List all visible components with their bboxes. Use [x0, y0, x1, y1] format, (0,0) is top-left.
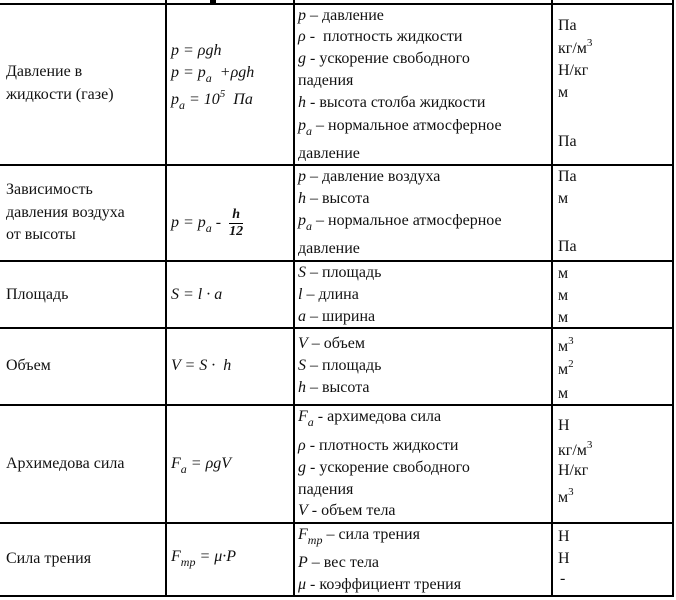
variable-line: [298, 50, 470, 68]
text-fragment: F: [171, 455, 181, 472]
text-fragment: p: [298, 212, 306, 229]
formula-eq: =: [179, 64, 198, 81]
text-fragment: Н: [558, 528, 570, 545]
text-fragment: Па: [558, 133, 577, 150]
variable-line: [298, 94, 485, 112]
superscript: 3: [568, 486, 574, 498]
subscript: a: [306, 124, 312, 138]
unit: [558, 550, 570, 568]
fraction: [229, 207, 243, 240]
text-fragment: p: [298, 117, 306, 134]
unit: [558, 439, 593, 460]
text-fragment: S: [298, 264, 306, 281]
quantity-name: Сила трения: [6, 550, 92, 567]
formula-eq: =: [185, 91, 204, 108]
text-fragment: – нормальное атмосферное: [312, 117, 502, 134]
variable-line: [298, 168, 440, 186]
text-fragment: l: [298, 286, 303, 303]
subscript: mp: [307, 533, 323, 547]
quantity-name: жидкости (газе): [6, 86, 114, 103]
text-fragment: м: [558, 489, 569, 506]
subscript: mp: [180, 555, 196, 569]
text-fragment: м: [558, 84, 569, 101]
variable-line: [298, 240, 360, 258]
unit: [558, 462, 588, 480]
text-fragment: h: [229, 207, 243, 224]
cut-off-fragment: [210, 0, 216, 3]
quantity-name: Давление в: [6, 63, 83, 80]
text-fragment: -: [211, 214, 226, 231]
text-fragment: - коэффициент трения: [306, 576, 462, 593]
unit: [558, 309, 568, 327]
variable-line: [298, 212, 502, 233]
text-fragment: Па: [558, 238, 577, 255]
text-fragment: F: [298, 408, 308, 425]
subscript: a: [205, 71, 212, 85]
text-fragment: – вес тела: [307, 554, 380, 571]
unit: [558, 385, 568, 403]
text-fragment: м: [558, 361, 569, 378]
text-fragment: a: [298, 308, 306, 325]
text-fragment: p: [298, 7, 306, 24]
variable-line: [298, 502, 396, 520]
text-fragment: h: [298, 94, 306, 111]
text-fragment: давление: [298, 145, 360, 162]
column-divider: [293, 0, 295, 597]
formula-lhs: p: [171, 42, 179, 59]
formula-rhs-tail: +ρgh: [211, 64, 255, 81]
text-fragment: падения: [298, 481, 354, 498]
text-fragment: p: [171, 214, 179, 231]
row-divider: [0, 164, 674, 166]
quantity-name: Архимедова сила: [6, 455, 125, 472]
quantity-name: Объем: [6, 357, 51, 374]
text-fragment: Н: [558, 417, 570, 434]
text-fragment: м: [558, 190, 569, 207]
text-fragment: g: [298, 459, 306, 476]
unit: [558, 17, 577, 35]
text-fragment: – нормальное атмосферное: [312, 212, 502, 229]
text-fragment: - архимедова сила: [313, 408, 442, 425]
text-fragment: - высота столба жидкости: [306, 94, 486, 111]
variable-line: [298, 190, 369, 208]
text-fragment: ρgV: [205, 455, 232, 472]
unit: [558, 190, 568, 208]
text-fragment: – высота: [306, 379, 370, 396]
column-divider: [551, 0, 553, 597]
unit: [558, 37, 593, 58]
variable-line: [298, 459, 470, 477]
text-fragment: =: [179, 214, 198, 231]
text-fragment: - объем тела: [307, 502, 396, 519]
formula-rhs: ρgh: [197, 42, 222, 59]
variable-line: [298, 379, 369, 397]
table-bottom-border: [0, 595, 674, 597]
formula: [171, 64, 255, 85]
quantity-name: Площадь: [6, 286, 69, 303]
row-divider: [0, 522, 674, 524]
text-fragment: Па: [558, 17, 577, 34]
text-fragment: кг/м: [558, 40, 587, 57]
superscript: 5: [219, 88, 226, 100]
formula: [171, 455, 232, 476]
text-fragment: – длина: [302, 286, 359, 303]
text-fragment: ρ: [298, 28, 306, 45]
unit: [558, 84, 568, 102]
unit: [558, 486, 574, 507]
row-divider: [0, 404, 674, 406]
variable-line: [298, 145, 360, 163]
variable-line: [298, 554, 379, 572]
variable-line: [298, 408, 442, 429]
text-fragment: – сила трения: [322, 526, 420, 543]
unit: [560, 570, 565, 588]
text-fragment: Н: [558, 550, 570, 567]
quantity-name: от высоты: [6, 226, 76, 243]
text-fragment: p: [298, 168, 306, 185]
text-fragment: м: [558, 287, 569, 304]
text-fragment: V: [298, 335, 308, 352]
text-fragment: м: [558, 338, 569, 355]
text-fragment: μ: [298, 576, 307, 593]
text-fragment: м: [558, 385, 569, 402]
formula: [171, 548, 237, 569]
unit: [558, 528, 570, 546]
text-fragment: - ускорение свободного: [306, 459, 470, 476]
text-fragment: – объем: [307, 335, 366, 352]
variable-line: [298, 526, 420, 547]
unit: [558, 358, 574, 379]
formula-lhs: p: [171, 91, 179, 108]
variable-line: [298, 576, 461, 594]
text-fragment: – давление воздуха: [306, 168, 441, 185]
subscript: a: [306, 219, 312, 233]
variable-line: [298, 117, 502, 138]
variable-line: [298, 7, 384, 25]
text-fragment: м: [558, 265, 569, 282]
table-top-border: [0, 3, 674, 5]
unit: [558, 62, 588, 80]
variable-line: [298, 286, 359, 304]
table-right-border: [672, 0, 674, 597]
text-fragment: g: [298, 50, 306, 67]
text-fragment: – площадь: [306, 264, 382, 281]
variable-line: [298, 437, 458, 455]
formula: [171, 203, 243, 243]
superscript: 3: [568, 335, 574, 347]
formula: [171, 42, 221, 60]
subscript: a: [179, 98, 185, 112]
variable-line: [298, 357, 381, 375]
subscript: a: [180, 462, 187, 476]
text-fragment: – ширина: [306, 308, 376, 325]
unit: [558, 287, 568, 305]
superscript: 3: [586, 439, 593, 451]
text-fragment: =: [186, 455, 206, 472]
row-divider: [0, 260, 674, 262]
text-fragment: V: [298, 502, 308, 519]
text-fragment: h: [298, 379, 306, 396]
quantity-name: давления воздуха: [6, 204, 125, 221]
formula: V = S · h: [171, 357, 232, 374]
variable-line: [298, 72, 353, 90]
text-fragment: – давление: [306, 7, 384, 24]
text-fragment: ρ: [298, 437, 306, 454]
formula-rhs: p: [197, 64, 206, 81]
unit: [558, 168, 577, 186]
column-divider: [165, 0, 167, 597]
text-fragment: Н/кг: [558, 462, 589, 479]
text-fragment: 12: [229, 223, 244, 239]
subscript: a: [307, 415, 314, 429]
subscript: a: [205, 221, 212, 235]
unit: [558, 238, 577, 256]
superscript: 2: [568, 358, 574, 370]
unit: [558, 417, 570, 435]
text-fragment: S: [298, 357, 306, 374]
text-fragment: p: [197, 214, 206, 231]
unit: [558, 133, 577, 151]
text-fragment: - плотность жидкости: [305, 28, 463, 45]
formula-eq: =: [179, 42, 198, 59]
text-fragment: h: [298, 190, 306, 207]
text-fragment: -: [560, 570, 566, 587]
text-fragment: =: [195, 548, 215, 565]
formula: [171, 88, 253, 112]
variable-line: [298, 481, 353, 499]
text-fragment: μ·P: [214, 548, 237, 565]
unit: [558, 265, 568, 283]
text-fragment: - ускорение свободного: [306, 50, 470, 67]
variable-line: [298, 308, 375, 326]
variable-line: [298, 264, 381, 282]
text-fragment: F: [171, 548, 181, 565]
variable-line: [298, 28, 462, 46]
superscript: 3: [586, 37, 593, 49]
formula: S = l · a: [171, 286, 223, 303]
formula-rhs-tail: Па: [225, 91, 253, 108]
text-fragment: м: [558, 309, 569, 326]
formula-rhs: 10: [203, 91, 220, 108]
text-fragment: давление: [298, 240, 360, 257]
text-fragment: Па: [558, 168, 577, 185]
variable-line: [298, 335, 365, 353]
text-fragment: Н/кг: [558, 62, 589, 79]
row-divider: [0, 327, 674, 329]
text-fragment: кг/м: [558, 442, 587, 459]
unit: [558, 335, 574, 356]
formula-lhs: p: [171, 64, 179, 81]
text-fragment: – высота: [306, 190, 370, 207]
text-fragment: P: [298, 554, 308, 571]
text-fragment: – площадь: [306, 357, 382, 374]
text-fragment: - плотность жидкости: [305, 437, 459, 454]
text-fragment: F: [298, 526, 308, 543]
quantity-name: Зависимость: [6, 181, 93, 198]
text-fragment: падения: [298, 72, 354, 89]
